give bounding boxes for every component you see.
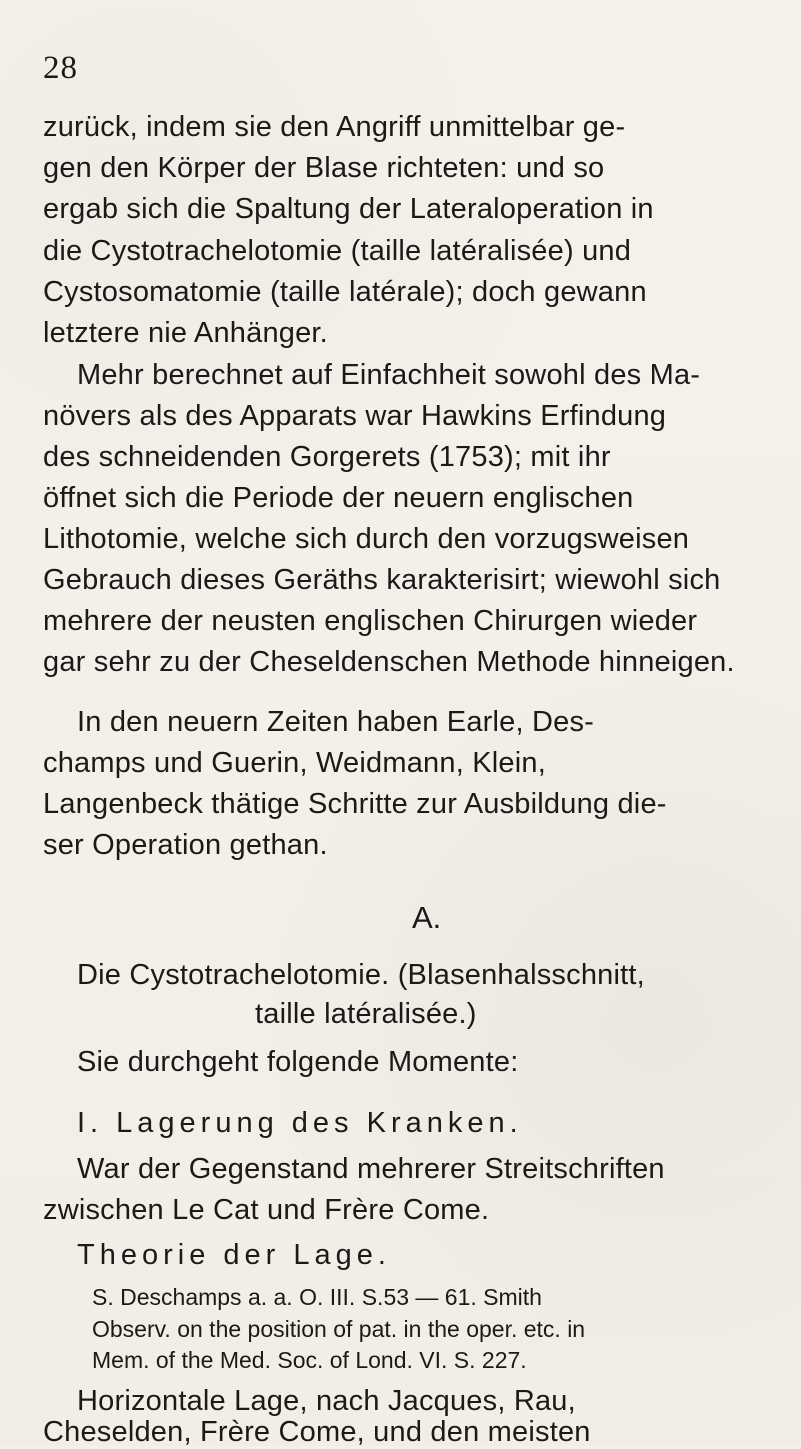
- citation-line: Observ. on the position of pat. in the oper. etc. in: [92, 1316, 586, 1342]
- text-line: champs und Guerin, Weidmann, Klein,: [43, 747, 546, 779]
- text-line: War der Gegenstand mehrerer Streitschriften: [77, 1153, 665, 1185]
- subheading: Theorie der Lage.: [77, 1239, 391, 1271]
- subheading: I. Lagerung des Kranken.: [77, 1107, 523, 1139]
- text-line: Gebrauch dieses Geräths karakterisirt; wiewohl sich: [43, 564, 721, 596]
- citation-line: Mem. of the Med. Soc. of Lond. VI. S. 227.: [92, 1347, 527, 1373]
- text-line: növers als des Apparats war Hawkins Erfindung: [43, 400, 667, 432]
- text-line: mehrere der neusten englischen Chirurgen wieder: [43, 605, 698, 637]
- text-line: letztere nie Anhänger.: [43, 317, 328, 349]
- text-line: Lithotomie, welche sich durch den vorzugsweisen: [43, 523, 690, 555]
- section-subtitle: taille latéralisée.): [255, 998, 477, 1030]
- text-line: ergab sich die Spaltung der Lateraloperation in: [43, 193, 654, 225]
- text-line: die Cystotrachelotomie (taille latéralisée) und: [43, 235, 632, 267]
- text-line: Cystosomatomie (taille latérale); doch gewann: [43, 276, 647, 308]
- section-title: Die Cystotrachelotomie. (Blasenhalsschnitt,: [77, 959, 645, 991]
- text-line: öffnet sich die Periode der neuern englischen: [43, 482, 634, 514]
- section-heading-a: A.: [412, 900, 442, 935]
- text-line: zurück, indem sie den Angriff unmittelbar ge-: [43, 111, 626, 143]
- text-line: gar sehr zu der Cheseldenschen Methode hinneigen.: [43, 646, 735, 678]
- citation-line: S. Deschamps a. a. O. III. S.53 — 61. Smith: [92, 1284, 542, 1310]
- text-line: ser Operation gethan.: [43, 829, 328, 861]
- text-line: zwischen Le Cat und Frère Come.: [43, 1194, 490, 1226]
- text-line: gen den Körper der Blase richteten: und so: [43, 152, 605, 184]
- text-line: In den neuern Zeiten haben Earle, Des-: [77, 706, 595, 738]
- text-line: Cheselden, Frère Come, und den meisten: [43, 1416, 591, 1448]
- page-number: 28: [43, 50, 78, 86]
- text-line: Horizontale Lage, nach Jacques, Rau,: [77, 1385, 576, 1417]
- text-line: Sie durchgeht folgende Momente:: [77, 1046, 519, 1078]
- text-line: Langenbeck thätige Schritte zur Ausbildung die-: [43, 788, 667, 820]
- text-line: des schneidenden Gorgerets (1753); mit ihr: [43, 441, 611, 473]
- text-line: Mehr berechnet auf Einfachheit sowohl des Ma-: [77, 359, 701, 391]
